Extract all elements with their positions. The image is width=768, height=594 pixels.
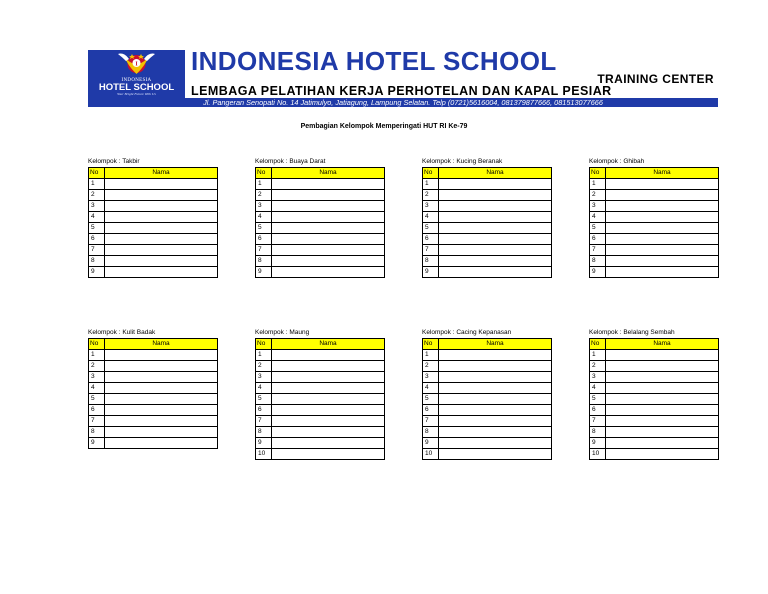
name-cell[interactable]	[606, 179, 719, 190]
group-table	[88, 338, 218, 449]
name-cell[interactable]	[439, 405, 552, 416]
row-number: 7	[423, 245, 439, 256]
column-header-nama: Nama	[606, 168, 719, 179]
group-block	[255, 157, 385, 278]
table-row	[423, 223, 552, 234]
name-cell[interactable]	[439, 383, 552, 394]
name-cell[interactable]	[439, 372, 552, 383]
table-row	[256, 416, 385, 427]
row-number: 1	[256, 179, 272, 190]
name-cell[interactable]	[105, 350, 218, 361]
name-cell[interactable]	[272, 179, 385, 190]
row-number: 6	[423, 405, 439, 416]
column-header-no: No	[256, 168, 272, 179]
row-number: 6	[89, 234, 105, 245]
row-number: 2	[256, 190, 272, 201]
group-block	[422, 157, 552, 278]
name-cell[interactable]	[105, 372, 218, 383]
row-number: 8	[590, 427, 606, 438]
group-table	[422, 338, 552, 460]
row-number: 3	[590, 201, 606, 212]
column-header-no: No	[256, 339, 272, 350]
table-header-row	[590, 339, 719, 350]
name-cell[interactable]	[606, 201, 719, 212]
table-row	[89, 361, 218, 372]
group-table	[589, 167, 719, 278]
name-cell[interactable]	[105, 416, 218, 427]
name-cell[interactable]	[606, 416, 719, 427]
row-number: 3	[256, 201, 272, 212]
name-cell[interactable]	[439, 256, 552, 267]
table-row	[256, 245, 385, 256]
table-row	[256, 394, 385, 405]
name-cell[interactable]	[105, 267, 218, 278]
name-cell[interactable]	[105, 361, 218, 372]
table-row	[256, 223, 385, 234]
row-number: 8	[590, 256, 606, 267]
column-header-nama: Nama	[105, 339, 218, 350]
name-cell[interactable]	[606, 350, 719, 361]
row-number: 6	[256, 234, 272, 245]
table-row	[89, 256, 218, 267]
table-row	[590, 405, 719, 416]
name-cell[interactable]	[105, 179, 218, 190]
row-number: 1	[89, 179, 105, 190]
table-row	[89, 427, 218, 438]
row-number: 4	[256, 212, 272, 223]
column-header-no: No	[590, 339, 606, 350]
name-cell[interactable]	[105, 234, 218, 245]
column-header-nama: Nama	[606, 339, 719, 350]
name-cell[interactable]	[272, 383, 385, 394]
table-row	[89, 438, 218, 449]
row-number: 9	[256, 438, 272, 449]
table-row	[590, 449, 719, 460]
column-header-no: No	[423, 339, 439, 350]
row-number: 8	[89, 427, 105, 438]
row-number: 5	[89, 223, 105, 234]
svg-text:I: I	[135, 61, 138, 68]
name-cell[interactable]	[439, 438, 552, 449]
row-number: 9	[590, 267, 606, 278]
row-number: 2	[89, 361, 105, 372]
row-number: 1	[256, 350, 272, 361]
group-label: Kelompok : Cacing Kepanasan	[422, 329, 512, 336]
row-number: 3	[423, 372, 439, 383]
row-number: 2	[590, 190, 606, 201]
table-header-row	[423, 339, 552, 350]
school-address: Jl. Pangeran Senopati No. 14 Jatimulyo, Jatiagung, Lampung Selatan. Telp (0721)5616004, 081379877666, 081513077666	[203, 98, 603, 107]
table-row	[590, 223, 719, 234]
table-row	[423, 350, 552, 361]
row-number: 4	[590, 383, 606, 394]
table-header-row	[89, 339, 218, 350]
column-header-nama: Nama	[272, 339, 385, 350]
name-cell[interactable]	[272, 256, 385, 267]
name-cell[interactable]	[272, 405, 385, 416]
row-number: 5	[423, 223, 439, 234]
name-cell[interactable]	[606, 223, 719, 234]
name-cell[interactable]	[439, 179, 552, 190]
table-row	[256, 405, 385, 416]
table-row	[89, 405, 218, 416]
name-cell[interactable]	[272, 427, 385, 438]
name-cell[interactable]	[105, 201, 218, 212]
row-number: 7	[590, 416, 606, 427]
table-row	[590, 394, 719, 405]
table-row	[256, 449, 385, 460]
row-number: 8	[256, 256, 272, 267]
name-cell[interactable]	[439, 201, 552, 212]
group-block	[88, 157, 218, 278]
name-cell[interactable]	[272, 245, 385, 256]
group-label: Kelompok : Buaya Darat	[255, 158, 326, 165]
row-number: 3	[423, 201, 439, 212]
name-cell[interactable]	[606, 212, 719, 223]
row-number: 8	[89, 256, 105, 267]
group-block	[589, 157, 719, 278]
name-cell[interactable]	[439, 212, 552, 223]
row-number: 7	[89, 416, 105, 427]
name-cell[interactable]	[439, 245, 552, 256]
row-number: 5	[89, 394, 105, 405]
row-number: 3	[89, 201, 105, 212]
name-cell[interactable]	[606, 256, 719, 267]
table-row	[423, 245, 552, 256]
table-row	[256, 212, 385, 223]
name-cell[interactable]	[272, 267, 385, 278]
table-row	[423, 438, 552, 449]
table-row	[590, 256, 719, 267]
row-number: 9	[590, 438, 606, 449]
table-header-row	[256, 168, 385, 179]
row-number: 6	[423, 234, 439, 245]
group-table	[255, 167, 385, 278]
row-number: 5	[590, 223, 606, 234]
row-number: 4	[89, 383, 105, 394]
table-row	[256, 383, 385, 394]
row-number: 1	[423, 179, 439, 190]
name-cell[interactable]	[439, 394, 552, 405]
row-number: 5	[590, 394, 606, 405]
name-cell[interactable]	[606, 245, 719, 256]
name-cell[interactable]	[272, 201, 385, 212]
row-number: 3	[590, 372, 606, 383]
name-cell[interactable]	[105, 190, 218, 201]
table-row	[89, 223, 218, 234]
row-number: 4	[89, 212, 105, 223]
logo-tagline: Your Bright Future With Us	[117, 92, 156, 96]
name-cell[interactable]	[439, 223, 552, 234]
school-logo	[88, 50, 185, 98]
name-cell[interactable]	[272, 361, 385, 372]
row-number: 6	[590, 405, 606, 416]
table-row	[590, 350, 719, 361]
institution-subtitle: LEMBAGA PELATIHAN KERJA PERHOTELAN DAN KAPAL PESIAR	[191, 84, 612, 98]
row-number: 2	[590, 361, 606, 372]
table-row	[89, 383, 218, 394]
name-cell[interactable]	[272, 449, 385, 460]
name-cell[interactable]	[606, 190, 719, 201]
table-row	[423, 449, 552, 460]
name-cell[interactable]	[439, 449, 552, 460]
column-header-nama: Nama	[105, 168, 218, 179]
column-header-no: No	[89, 168, 105, 179]
table-row	[590, 372, 719, 383]
column-header-nama: Nama	[439, 339, 552, 350]
row-number: 9	[423, 267, 439, 278]
name-cell[interactable]	[272, 438, 385, 449]
row-number: 5	[423, 394, 439, 405]
name-cell[interactable]	[439, 190, 552, 201]
table-row	[423, 361, 552, 372]
table-header-row	[89, 168, 218, 179]
row-number: 4	[256, 383, 272, 394]
row-number: 9	[89, 438, 105, 449]
table-row	[590, 245, 719, 256]
row-number: 7	[256, 245, 272, 256]
name-cell[interactable]	[439, 416, 552, 427]
name-cell[interactable]	[439, 267, 552, 278]
name-cell[interactable]	[272, 223, 385, 234]
name-cell[interactable]	[105, 394, 218, 405]
table-row	[89, 234, 218, 245]
name-cell[interactable]	[439, 427, 552, 438]
table-row	[423, 212, 552, 223]
name-cell[interactable]	[105, 383, 218, 394]
group-label: Kelompok : Kulit Badak	[88, 329, 156, 336]
table-row	[590, 267, 719, 278]
name-cell[interactable]	[606, 427, 719, 438]
crest-icon	[88, 50, 185, 80]
name-cell[interactable]	[606, 267, 719, 278]
row-number: 4	[423, 212, 439, 223]
column-header-nama: Nama	[439, 168, 552, 179]
table-row	[256, 179, 385, 190]
group-block	[589, 328, 719, 460]
group-label: Kelompok : Maung	[255, 329, 310, 336]
table-row	[590, 234, 719, 245]
table-row	[423, 383, 552, 394]
row-number: 7	[423, 416, 439, 427]
table-row	[590, 383, 719, 394]
row-number: 5	[256, 223, 272, 234]
name-cell[interactable]	[606, 383, 719, 394]
row-number: 1	[89, 350, 105, 361]
row-number: 2	[423, 361, 439, 372]
page-title: Pembagian Kelompok Memperingati HUT RI Ke-79	[300, 123, 468, 130]
row-number: 10	[423, 449, 439, 460]
group-label: Kelompok : Takbir	[88, 158, 140, 165]
name-cell[interactable]	[606, 394, 719, 405]
logo-text-line1: INDONESIA	[121, 78, 152, 83]
table-row	[590, 438, 719, 449]
table-row	[423, 234, 552, 245]
table-row	[89, 179, 218, 190]
row-number: 1	[590, 179, 606, 190]
table-row	[423, 394, 552, 405]
letterhead	[88, 46, 718, 108]
column-header-no: No	[590, 168, 606, 179]
row-number: 6	[590, 234, 606, 245]
logo-text-line2: HOTEL SCHOOL	[98, 82, 175, 93]
table-row	[590, 212, 719, 223]
table-row	[256, 438, 385, 449]
table-row	[89, 190, 218, 201]
row-number: 6	[256, 405, 272, 416]
name-cell[interactable]	[105, 212, 218, 223]
name-cell[interactable]	[606, 405, 719, 416]
name-cell[interactable]	[272, 212, 385, 223]
table-row	[89, 372, 218, 383]
row-number: 7	[89, 245, 105, 256]
table-row	[423, 190, 552, 201]
table-header-row	[256, 339, 385, 350]
group-block	[88, 328, 218, 449]
table-row	[256, 361, 385, 372]
row-number: 2	[423, 190, 439, 201]
row-number: 9	[423, 438, 439, 449]
name-cell[interactable]	[272, 350, 385, 361]
column-header-no: No	[423, 168, 439, 179]
group-label: Kelompok : Belalang Sembah	[589, 329, 675, 336]
name-cell[interactable]	[439, 234, 552, 245]
school-name: INDONESIA HOTEL SCHOOL	[191, 46, 557, 76]
table-row	[590, 416, 719, 427]
table-row	[89, 394, 218, 405]
row-number: 2	[256, 361, 272, 372]
row-number: 8	[256, 427, 272, 438]
table-row	[256, 372, 385, 383]
row-number: 1	[590, 350, 606, 361]
table-row	[590, 427, 719, 438]
group-label: Kelompok : Ghibah	[589, 158, 645, 165]
row-number: 9	[256, 267, 272, 278]
row-number: 6	[89, 405, 105, 416]
column-header-no: No	[89, 339, 105, 350]
row-number: 3	[89, 372, 105, 383]
table-row	[423, 267, 552, 278]
group-table	[88, 167, 218, 278]
row-number: 7	[590, 245, 606, 256]
group-table	[255, 338, 385, 460]
row-number: 3	[256, 372, 272, 383]
table-row	[89, 267, 218, 278]
row-number: 9	[89, 267, 105, 278]
name-cell[interactable]	[439, 361, 552, 372]
table-row	[423, 256, 552, 267]
name-cell[interactable]	[105, 438, 218, 449]
group-table	[422, 167, 552, 278]
table-row	[590, 361, 719, 372]
row-number: 4	[590, 212, 606, 223]
name-cell[interactable]	[272, 190, 385, 201]
table-row	[423, 179, 552, 190]
name-cell[interactable]	[606, 372, 719, 383]
row-number: 2	[89, 190, 105, 201]
group-label: Kelompok : Kucing Beranak	[422, 158, 503, 165]
table-row	[256, 427, 385, 438]
row-number: 10	[256, 449, 272, 460]
table-row	[256, 267, 385, 278]
table-row	[89, 350, 218, 361]
name-cell[interactable]	[105, 405, 218, 416]
name-cell[interactable]	[606, 449, 719, 460]
row-number: 8	[423, 256, 439, 267]
table-row	[89, 201, 218, 212]
table-header-row	[590, 168, 719, 179]
column-header-nama: Nama	[272, 168, 385, 179]
training-center-label: TRAINING CENTER	[597, 72, 714, 86]
group-table	[589, 338, 719, 460]
name-cell[interactable]	[439, 350, 552, 361]
table-row	[89, 245, 218, 256]
row-number: 4	[423, 383, 439, 394]
name-cell[interactable]	[272, 372, 385, 383]
table-row	[89, 416, 218, 427]
table-row	[590, 190, 719, 201]
row-number: 8	[423, 427, 439, 438]
row-number: 7	[256, 416, 272, 427]
name-cell[interactable]	[272, 416, 385, 427]
table-row	[256, 350, 385, 361]
name-cell[interactable]	[272, 234, 385, 245]
group-block	[422, 328, 552, 460]
row-number: 5	[256, 394, 272, 405]
name-cell[interactable]	[606, 234, 719, 245]
table-row	[256, 256, 385, 267]
row-number: 1	[423, 350, 439, 361]
table-header-row	[423, 168, 552, 179]
name-cell[interactable]	[272, 394, 385, 405]
name-cell[interactable]	[606, 361, 719, 372]
table-row	[423, 405, 552, 416]
name-cell[interactable]	[606, 438, 719, 449]
table-row	[423, 372, 552, 383]
group-block	[255, 328, 385, 460]
name-cell[interactable]	[105, 427, 218, 438]
name-cell[interactable]	[105, 223, 218, 234]
table-row	[89, 212, 218, 223]
table-row	[590, 201, 719, 212]
table-row	[256, 190, 385, 201]
name-cell[interactable]	[105, 256, 218, 267]
table-row	[423, 201, 552, 212]
table-row	[256, 234, 385, 245]
row-number: 10	[590, 449, 606, 460]
name-cell[interactable]	[105, 245, 218, 256]
table-row	[256, 201, 385, 212]
table-row	[423, 416, 552, 427]
table-row	[423, 427, 552, 438]
table-row	[590, 179, 719, 190]
